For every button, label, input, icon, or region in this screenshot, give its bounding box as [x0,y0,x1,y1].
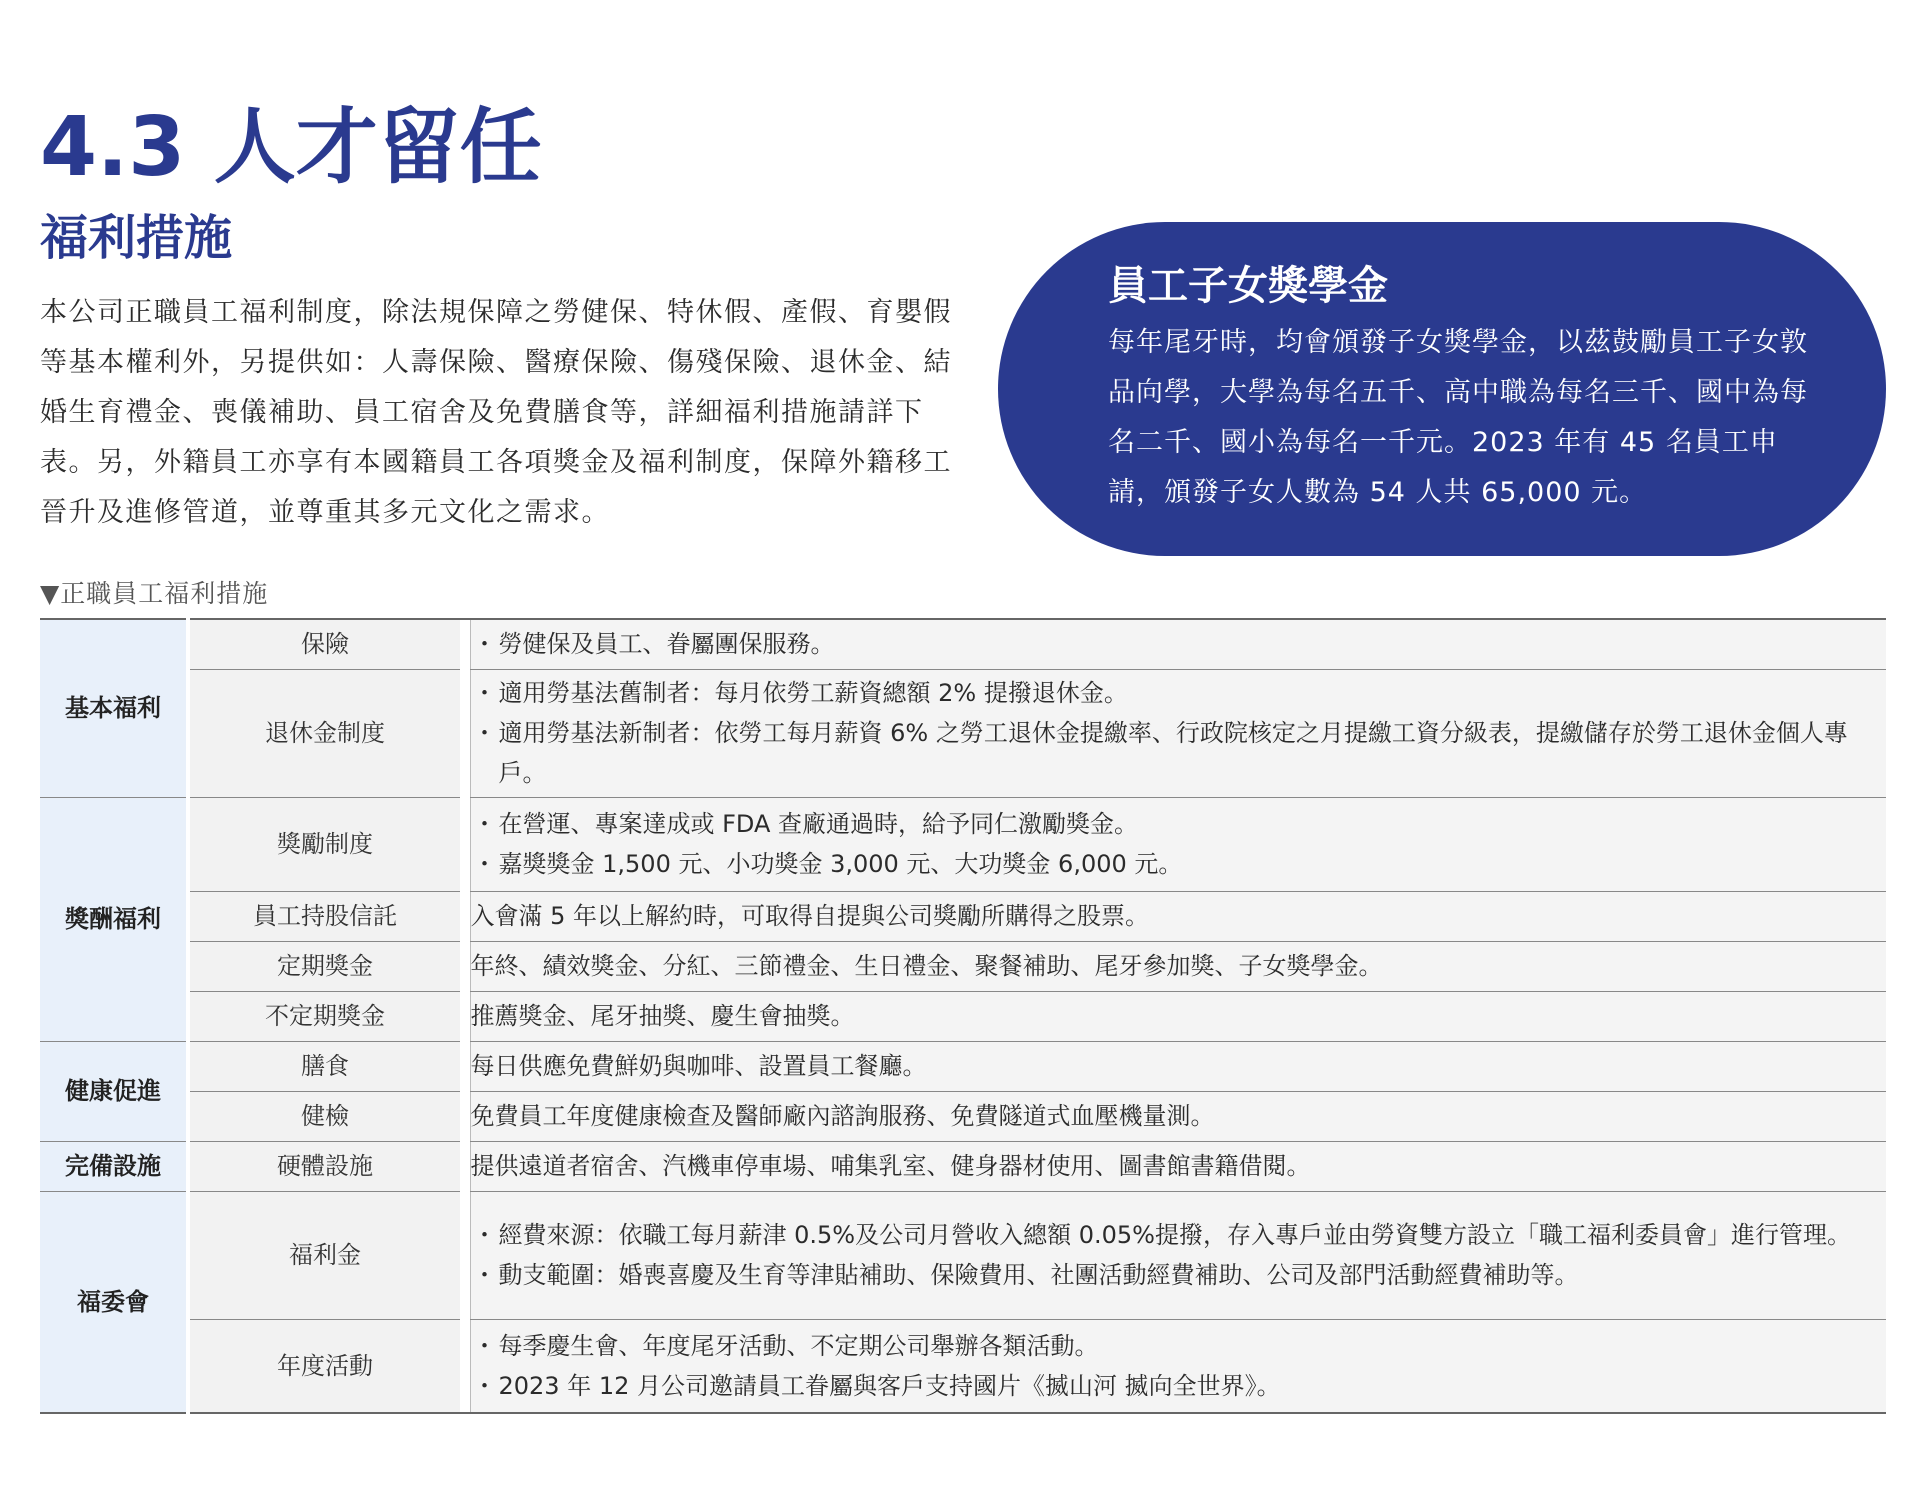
table-row [40,1141,1886,1191]
subcategory-cell: 不定期獎金 [188,991,460,1041]
bullet-dot: ・ [472,1261,497,1289]
category-cell: 健康促進 [40,1041,188,1141]
description-cell [470,1191,1886,1319]
column-gap [460,797,470,1041]
bullet-dot: ・ [472,1221,497,1249]
column-gap [460,1191,470,1413]
table-row [40,1319,1886,1413]
subcategory-cell: 獎勵制度 [188,797,460,891]
table-row [40,1041,1886,1091]
description-cell [470,1319,1886,1413]
subcategory-cell: 硬體設施 [188,1141,460,1191]
table-row [40,1191,1886,1319]
bullet-dot: ・ [472,1371,497,1400]
bullet-item [471,673,1887,713]
bullet-dot: ・ [472,630,497,659]
bullet-item [471,713,1887,793]
bullet-item [471,1326,1887,1366]
description-cell: 年終、績效獎金、分紅、三節禮金、生日禮金、聚餐補助、尾牙參加獎、子女獎學金。 [470,941,1886,991]
bullet-text: 在營運、專案達成或 FDA 查廠通過時，給予同仁激勵獎金。 [498,810,1139,838]
bullet-item [471,1255,1887,1295]
scholarship-text: 每年尾牙時，均會頒發子女獎學金，以茲鼓勵員工子女敦品向學，大學為每名五千、高中職為每名三千、國中為每名二千、國小為每名一千元。2023 年有 45 名員工申請，頒發子女人數為 54 人共 65,000 元。 [1108,327,1808,508]
scholarship-title: 員工子女獎學金 [1108,263,1388,309]
page-title: 4.3 人才留任 [40,100,542,195]
table-row [40,941,1886,991]
bullet-item [471,624,1887,664]
subcategory-cell: 年度活動 [188,1319,460,1413]
table-row [40,1091,1886,1141]
description-cell [470,669,1886,797]
bullet-text: 適用勞基法新制者：依勞工每月薪資 6% 之勞工退休金提繳率、行政院核定之月提繳工資分級表，提繳儲存於勞工退休金個人專戶。 [498,719,1848,787]
description-cell: 免費員工年度健康檢查及醫師廠內諮詢服務、免費隧道式血壓機量測。 [470,1091,1886,1141]
description-cell: 每日供應免費鮮奶與咖啡、設置員工餐廳。 [470,1041,1886,1091]
bullet-item [471,844,1887,884]
subcategory-cell: 福利金 [188,1191,460,1319]
bullet-text: 動支範圍：婚喪喜慶及生育等津貼補助、保險費用、社團活動經費補助、公司及部門活動經費補助等。 [498,1261,1579,1289]
category-cell: 福委會 [40,1191,188,1413]
benefits-table [40,618,1886,1414]
bullet-text: 2023 年 12 月公司邀請員工眷屬與客戶支持國片《揻山河 揻向全世界》。 [498,1371,1281,1400]
description-cell [470,797,1886,891]
table-row [40,991,1886,1041]
description-cell: 提供遠道者宿舍、汽機車停車場、哺集乳室、健身器材使用、圖書館書籍借閱。 [470,1141,1886,1191]
bullet-dot: ・ [472,1331,497,1360]
category-cell: 基本福利 [40,619,188,797]
description-cell: 入會滿 5 年以上解約時，可取得自提與公司獎勵所購得之股票。 [470,891,1886,941]
intro-paragraph: 本公司正職員工福利制度，除法規保障之勞健保、特休假、產假、育嬰假等基本權利外，另提供如：人壽保險、醫療保險、傷殘保險、退休金、結婚生育禮金、喪儀補助、員工宿舍及免費膳食等，詳細福利措施請詳下表。另，外籍員工亦享有本國籍員工各項獎金及福利制度，保障外籍移工晉升及進修管道，並尊重其多元文化之需求。 [40,297,952,528]
table-row [40,797,1886,891]
bullet-item [471,804,1887,844]
bullet-dot: ・ [472,850,497,878]
column-gap [460,1041,470,1141]
section-subtitle: 福利措施 [40,210,233,266]
category-cell: 獎酬福利 [40,797,188,1041]
bullet-dot: ・ [472,719,497,747]
bullet-text: 勞健保及員工、眷屬團保服務。 [498,630,835,659]
bullet-item [471,1366,1887,1406]
table-row [40,669,1886,797]
column-gap [460,619,470,797]
column-gap [460,1141,470,1191]
category-cell: 完備設施 [40,1141,188,1191]
bullet-item [471,1215,1887,1255]
subcategory-cell: 退休金制度 [188,669,460,797]
bullet-text: 經費來源：依職工每月薪津 0.5%及公司月營收入總額 0.05%提撥，存入專戶並由勞資雙方設立「職工福利委員會」進行管理。 [498,1221,1851,1249]
table-caption: ▼正職員工福利措施 [40,579,269,608]
subcategory-cell: 保險 [188,619,460,669]
bullet-dot: ・ [472,679,497,707]
table-row [40,891,1886,941]
subcategory-cell: 員工持股信託 [188,891,460,941]
scholarship-callout [998,222,1886,556]
bullet-dot: ・ [472,810,497,838]
description-cell [470,619,1886,669]
description-cell: 推薦獎金、尾牙抽獎、慶生會抽獎。 [470,991,1886,1041]
bullet-text: 適用勞基法舊制者：每月依勞工薪資總額 2% 提撥退休金。 [498,679,1128,707]
subcategory-cell: 膳食 [188,1041,460,1091]
subcategory-cell: 定期獎金 [188,941,460,991]
subcategory-cell: 健檢 [188,1091,460,1141]
bullet-text: 每季慶生會、年度尾牙活動、不定期公司舉辦各類活動。 [498,1331,1099,1360]
table-row [40,619,1886,669]
bullet-text: 嘉獎獎金 1,500 元、小功獎金 3,000 元、大功獎金 6,000 元。 [498,850,1183,878]
